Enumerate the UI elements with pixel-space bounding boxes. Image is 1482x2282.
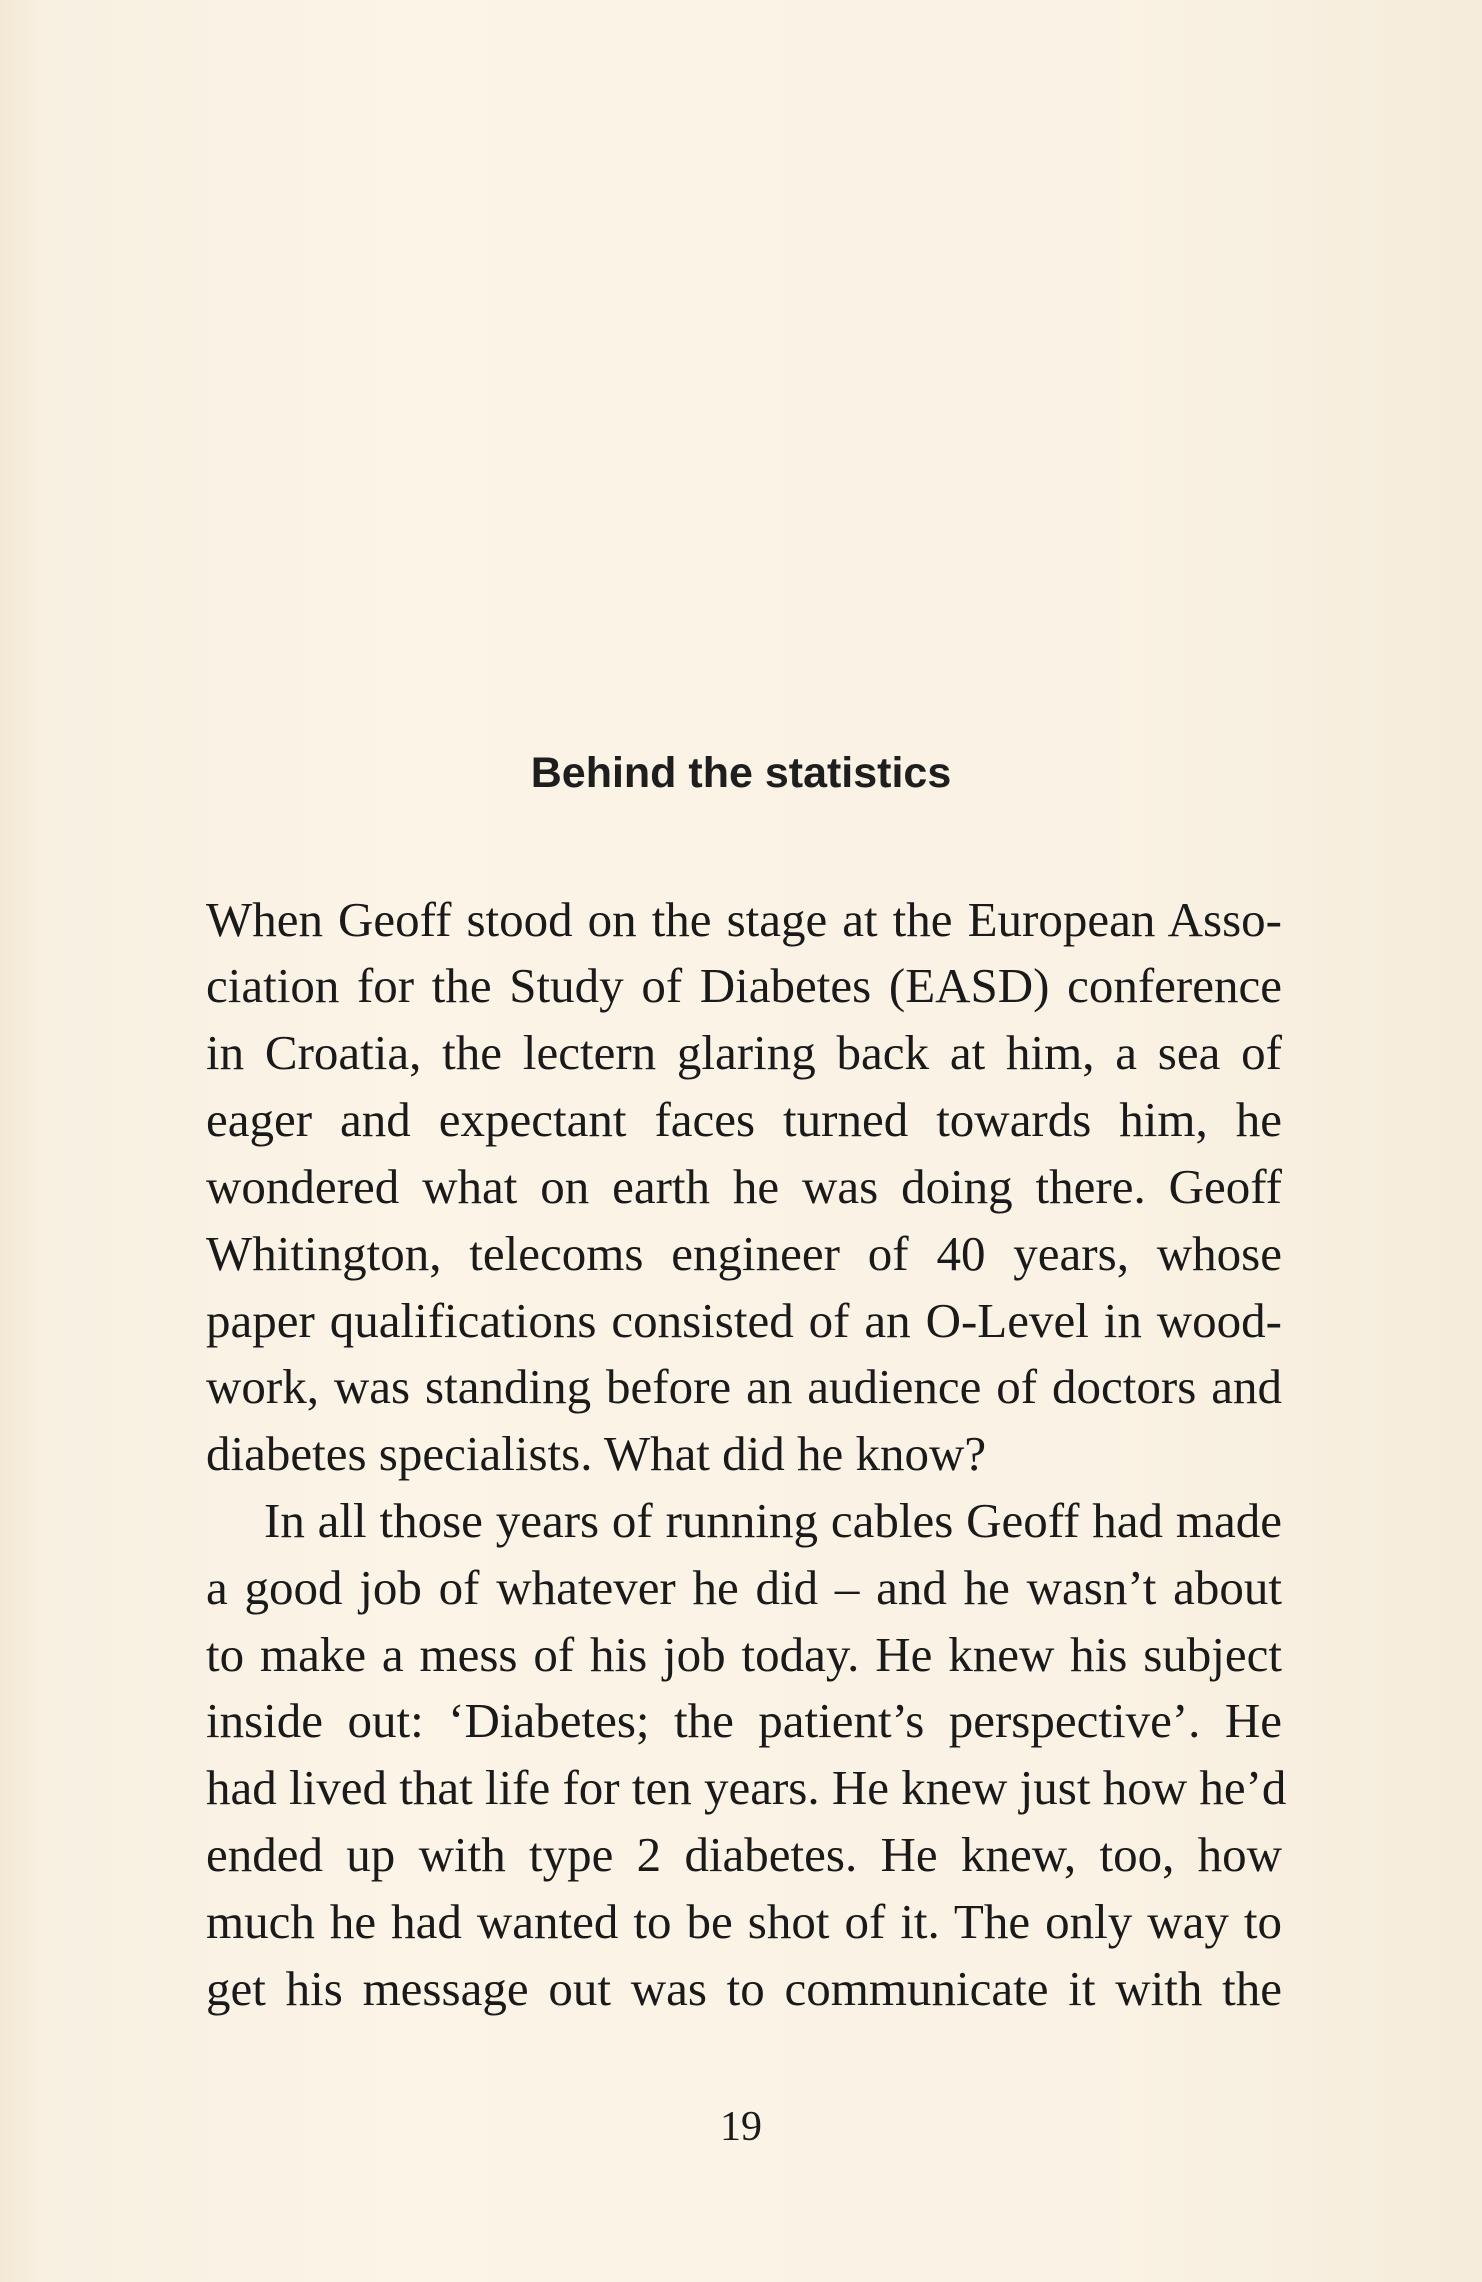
text-line: When Geoff stood on the stage at the European Asso-	[206, 892, 1282, 947]
text-line: in Croatia, the lectern glaring back at him, a sea of	[206, 1025, 1282, 1080]
text-line: paper qualifications consisted of an O-Level in wood-	[206, 1293, 1282, 1348]
text-line: wondered what on earth he was doing there. Geoff	[206, 1159, 1282, 1214]
text-line: Whitington, telecoms engineer of 40 years, whose	[206, 1226, 1282, 1281]
text-line: In all those years of running cables Geoff had made	[264, 1493, 1282, 1548]
page-number: 19	[720, 2104, 762, 2150]
text-line: to make a mess of his job today. He knew his subject	[206, 1627, 1282, 1682]
text-line: inside out: ‘Diabetes; the patient’s perspective’. He	[206, 1693, 1282, 1748]
text-line: diabetes specialists. What did he know?	[206, 1426, 987, 1481]
chapter-title: Behind the statistics	[530, 749, 952, 797]
text-line: had lived that life for ten years. He knew just how he’d	[206, 1760, 1287, 1815]
text-line: ciation for the Study of Diabetes (EASD) conference	[206, 958, 1282, 1013]
text-line: ended up with type 2 diabetes. He knew, too, how	[206, 1827, 1282, 1882]
text-line: much he had wanted to be shot of it. The only way to	[206, 1894, 1282, 1949]
text-line: get his message out was to communicate it with the	[206, 1961, 1282, 2016]
text-line: a good job of whatever he did – and he wasn’t about	[206, 1560, 1282, 1615]
text-line: work, was standing before an audience of doctors and	[206, 1359, 1282, 1414]
text-line: eager and expectant faces turned towards him, he	[206, 1092, 1282, 1147]
